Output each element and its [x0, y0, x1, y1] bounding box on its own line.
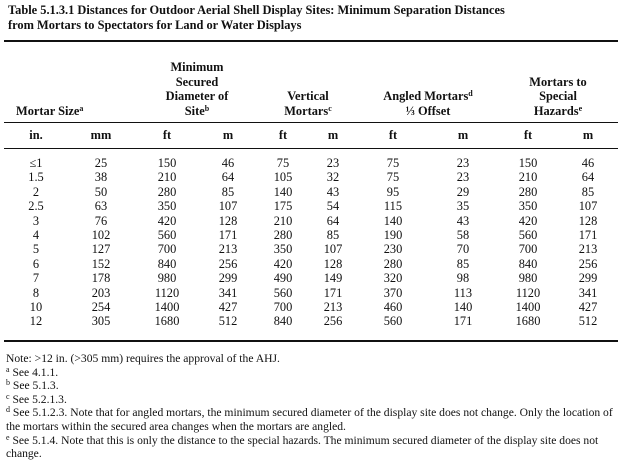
table-cell: 1400 [154, 300, 180, 315]
header-mortar-size: Mortar Size$^a$ [16, 103, 84, 118]
table-cell: 512 [218, 314, 238, 329]
table-cell: 254 [91, 300, 111, 315]
table-cell: 980 [518, 271, 538, 286]
table-cell: 171 [218, 228, 238, 243]
table-cell: 213 [578, 242, 598, 257]
table-cell: 12 [29, 314, 43, 329]
table-cell: 107 [323, 242, 343, 257]
table-row [6, 170, 618, 184]
table-cell: 150 [518, 156, 538, 170]
unit-in: in. [29, 127, 43, 142]
table-cell: 10 [29, 300, 43, 315]
table-cell: 23 [456, 170, 470, 185]
table-cell: 341 [218, 285, 238, 300]
table-cell: 23 [456, 156, 470, 170]
table-cell: 64 [581, 170, 595, 185]
table-cell: 75 [386, 170, 400, 185]
header-special-hazards: Mortars to Special Hazards$^e$ [529, 74, 587, 118]
table-cell: 350 [273, 242, 293, 257]
table-cell: 299 [218, 271, 238, 286]
table-cell: 140 [383, 213, 403, 228]
table-notes [6, 352, 618, 461]
unit-m: m [457, 127, 469, 142]
unit-ft: ft [162, 127, 172, 142]
unit-ft: ft [278, 127, 288, 142]
table-cell: 560 [518, 228, 538, 243]
table-cell: 115 [383, 199, 403, 214]
bottom-rule [4, 340, 618, 342]
table-cell: 98 [456, 271, 470, 286]
table-cell: 23 [326, 156, 340, 170]
table-title [8, 3, 608, 33]
table-cell: 64 [221, 170, 235, 185]
table-cell: 305 [91, 314, 111, 329]
table-cell: 2.5 [28, 199, 44, 214]
table-cell: 46 [581, 156, 595, 170]
table-cell: 140 [453, 300, 473, 315]
table-row [6, 156, 618, 170]
table-cell: 95 [386, 184, 400, 199]
footnote-b: $^b$ See 5.1.3. [6, 378, 59, 393]
table-cell: 350 [157, 199, 177, 214]
unit-m: m [222, 127, 234, 142]
table-cell: 460 [383, 300, 403, 315]
header-angled-mortars: Angled Mortars$^d$ ⅓ Offset [383, 89, 473, 118]
unit-m: m [327, 127, 339, 142]
table-cell: 490 [273, 271, 293, 286]
table-cell: 341 [578, 285, 598, 300]
note-main: Note: >12 in. (>305 mm) requires the approval of the AHJ. [6, 352, 280, 365]
table-cell: 8 [32, 285, 40, 300]
table-cell: 840 [157, 256, 177, 271]
table-row [6, 185, 618, 199]
table-cell: 370 [383, 285, 403, 300]
table-cell: 280 [518, 184, 538, 199]
table-cell: 63 [94, 199, 108, 214]
table-cell: 150 [157, 156, 177, 170]
table-cell: 420 [157, 213, 177, 228]
table-cell: 213 [218, 242, 238, 257]
table-cell: 230 [383, 242, 403, 257]
table-cell: 350 [518, 199, 538, 214]
table-cell: 107 [218, 199, 238, 214]
table-cell: 2 [32, 184, 40, 199]
table-cell: 85 [456, 256, 470, 271]
table-cell: 1680 [515, 314, 541, 329]
table-row [6, 242, 618, 256]
table-cell: 128 [323, 256, 343, 271]
unit-ft: ft [523, 127, 533, 142]
table-cell: 1400 [515, 300, 541, 315]
footnote-c: $^c$ See 5.2.1.3. [6, 391, 67, 406]
table-cell: 5 [32, 242, 40, 257]
table-cell: 280 [383, 256, 403, 271]
unit-mm: mm [90, 127, 112, 142]
footnote-a: $^a$ See 4.1.1. [6, 364, 59, 379]
table-cell: 140 [273, 184, 293, 199]
table-row [6, 314, 618, 328]
table-cell: 3 [32, 213, 40, 228]
table-cell: 980 [157, 271, 177, 286]
table-cell: 4 [32, 228, 40, 243]
table-cell: 256 [218, 256, 238, 271]
table-cell: 178 [91, 271, 111, 286]
table-cell: 203 [91, 285, 111, 300]
table-cell: 85 [326, 228, 340, 243]
table-cell: 64 [326, 213, 340, 228]
table-cell: 560 [383, 314, 403, 329]
table-cell: 420 [273, 256, 293, 271]
unit-m: m [582, 127, 594, 142]
table-cell: 70 [456, 242, 470, 257]
table-row [6, 214, 618, 228]
table-cell: 25 [94, 156, 108, 170]
table-row [6, 300, 618, 314]
table-cell: 280 [273, 228, 293, 243]
table-cell: 420 [518, 213, 538, 228]
table-cell: 127 [91, 242, 111, 257]
header-rule [4, 122, 618, 123]
table-cell: 54 [326, 199, 340, 214]
table-row [6, 228, 618, 242]
table-cell: 85 [221, 184, 235, 199]
table-cell: 32 [326, 170, 340, 185]
table-cell: 43 [326, 184, 340, 199]
table-cell: 1680 [154, 314, 180, 329]
table-cell: 560 [157, 228, 177, 243]
table-cell: 76 [94, 213, 108, 228]
header-min-secured-diameter: Minimum Secured Diameter of Site$^b$ [165, 60, 229, 118]
table-title-line-2: from Mortars to Spectators for Land or Water Displays [8, 18, 302, 32]
table-cell: 113 [453, 285, 473, 300]
table-cell: 256 [323, 314, 343, 329]
units-rule [4, 148, 618, 149]
table-cell: 102 [91, 228, 111, 243]
table-cell: 43 [456, 213, 470, 228]
table-cell: 85 [581, 184, 595, 199]
table-cell: 280 [157, 184, 177, 199]
footnote-d: $^d$ See 5.1.2.3. Note that for angled mortars, the minimum secured diameter of the display site does not change. Only the location of the mortars within the secured area changes when the mortars are angled. [6, 405, 613, 433]
table-cell: 427 [578, 300, 598, 315]
unit-ft: ft [388, 127, 398, 142]
table-cell: 512 [578, 314, 598, 329]
table-cell: 105 [273, 170, 293, 185]
table-cell: 35 [456, 199, 470, 214]
table-cell: 171 [453, 314, 473, 329]
table-cell: 299 [578, 271, 598, 286]
table-row [6, 199, 618, 213]
table-cell: 560 [273, 285, 293, 300]
table-cell: 1.5 [28, 170, 44, 185]
table-cell: 700 [157, 242, 177, 257]
table-cell: 840 [518, 256, 538, 271]
table-cell: 58 [456, 228, 470, 243]
table-cell: 107 [578, 199, 598, 214]
table-cell: 175 [273, 199, 293, 214]
table-cell: 210 [518, 170, 538, 185]
table-title-line-1: Table 5.1.3.1 Distances for Outdoor Aerial Shell Display Sites: Minimum Separation Distances [8, 3, 505, 17]
units-row [6, 125, 618, 145]
table-cell: ≤1 [29, 156, 43, 170]
table-cell: 75 [386, 156, 400, 170]
table-cell: 38 [94, 170, 108, 185]
footnote-e: $^e$ See 5.1.4. Note that this is only the distance to the special hazards. The minimum secured diameter of the display site does not change. [6, 432, 599, 461]
table-cell: 1120 [515, 285, 541, 300]
table-cell: 840 [273, 314, 293, 329]
table-cell: 149 [323, 271, 343, 286]
table-cell: 210 [157, 170, 177, 185]
table-cell: 29 [456, 184, 470, 199]
table-row [6, 286, 618, 300]
table-cell: 210 [273, 213, 293, 228]
table-cell: 1120 [154, 285, 180, 300]
table-cell: 50 [94, 184, 108, 199]
table-row [6, 271, 618, 285]
table-cell: 320 [383, 271, 403, 286]
table-cell: 700 [518, 242, 538, 257]
table-row [6, 257, 618, 271]
table-cell: 256 [578, 256, 598, 271]
table-cell: 75 [276, 156, 290, 170]
table-cell: 6 [32, 256, 40, 271]
table-cell: 128 [578, 213, 598, 228]
table-cell: 152 [91, 256, 111, 271]
table-cell: 700 [273, 300, 293, 315]
table-cell: 427 [218, 300, 238, 315]
table-cell: 171 [578, 228, 598, 243]
table-body [6, 156, 618, 329]
top-rule [4, 40, 618, 42]
table-cell: 46 [221, 156, 235, 170]
table-header [6, 44, 618, 118]
table-cell: 171 [323, 285, 343, 300]
table-cell: 213 [323, 300, 343, 315]
table-cell: 128 [218, 213, 238, 228]
table-cell: 190 [383, 228, 403, 243]
table-cell: 7 [32, 271, 40, 286]
header-vertical-mortars: Vertical Mortars$^c$ [284, 89, 332, 118]
